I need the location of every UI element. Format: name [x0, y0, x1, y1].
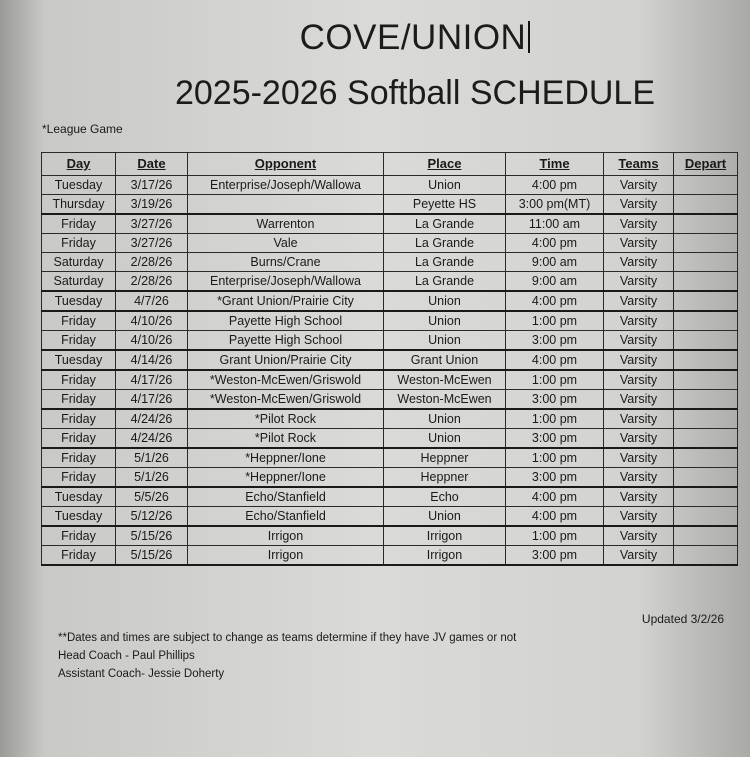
- cell-place: Union: [384, 311, 506, 331]
- cell-opponent: *Weston-McEwen/Griswold: [188, 390, 384, 410]
- cell-place: Union: [384, 429, 506, 449]
- cell-place: Heppner: [384, 448, 506, 468]
- cell-teams: Varsity: [604, 468, 674, 488]
- cell-date: 5/15/26: [116, 546, 188, 566]
- cell-depart: [674, 195, 738, 215]
- cell-teams: Varsity: [604, 291, 674, 311]
- cell-opponent: *Grant Union/Prairie City: [188, 291, 384, 311]
- cell-time: 4:00 pm: [506, 291, 604, 311]
- cell-opponent: *Weston-McEwen/Griswold: [188, 370, 384, 390]
- cell-date: 4/14/26: [116, 350, 188, 370]
- cell-day: Tuesday: [42, 291, 116, 311]
- footnote-disclaimer: **Dates and times are subject to change as teams determine if they have JV games or not: [58, 632, 517, 644]
- cell-teams: Varsity: [604, 331, 674, 351]
- cell-date: 4/17/26: [116, 370, 188, 390]
- table-row: [42, 176, 738, 195]
- cell-time: 4:00 pm: [506, 487, 604, 507]
- table-row: [42, 311, 738, 331]
- cell-place: La Grande: [384, 214, 506, 234]
- cell-date: 5/12/26: [116, 507, 188, 527]
- cell-day: Friday: [42, 448, 116, 468]
- cell-day: Friday: [42, 526, 116, 546]
- cell-day: Tuesday: [42, 350, 116, 370]
- cell-place: Union: [384, 507, 506, 527]
- cell-teams: Varsity: [604, 507, 674, 527]
- cell-time: 3:00 pm: [506, 468, 604, 488]
- cell-date: 3/19/26: [116, 195, 188, 215]
- schedule-body: [42, 176, 738, 566]
- cell-opponent: *Heppner/Ione: [188, 448, 384, 468]
- table-row: [42, 291, 738, 311]
- cell-date: 5/1/26: [116, 468, 188, 488]
- cell-opponent: Enterprise/Joseph/Wallowa: [188, 272, 384, 292]
- table-row: [42, 214, 738, 234]
- cell-place: La Grande: [384, 234, 506, 253]
- cell-opponent: *Heppner/Ione: [188, 468, 384, 488]
- cell-time: 9:00 am: [506, 272, 604, 292]
- table-row: [42, 429, 738, 449]
- cell-teams: Varsity: [604, 390, 674, 410]
- table-row: [42, 195, 738, 215]
- cell-day: Tuesday: [42, 487, 116, 507]
- cell-teams: Varsity: [604, 176, 674, 195]
- table-header-row: [42, 153, 738, 176]
- cell-teams: Varsity: [604, 370, 674, 390]
- cell-opponent: Burns/Crane: [188, 253, 384, 272]
- footnote-head-coach: Head Coach - Paul Phillips: [58, 650, 195, 662]
- cell-day: Friday: [42, 331, 116, 351]
- cell-time: 1:00 pm: [506, 448, 604, 468]
- cell-day: Friday: [42, 409, 116, 429]
- footnote-assistant-coach: Assistant Coach- Jessie Doherty: [58, 668, 225, 680]
- cell-opponent: Payette High School: [188, 331, 384, 351]
- cell-depart: [674, 468, 738, 488]
- cell-teams: Varsity: [604, 234, 674, 253]
- cell-place: Union: [384, 409, 506, 429]
- updated-date: Updated 3/2/26: [641, 612, 724, 626]
- table-row: [42, 331, 738, 351]
- cell-depart: [674, 234, 738, 253]
- table-row: [42, 370, 738, 390]
- cell-time: 3:00 pm: [506, 331, 604, 351]
- cell-depart: [674, 311, 738, 331]
- header-time: Time: [506, 153, 604, 176]
- cell-place: La Grande: [384, 272, 506, 292]
- cell-depart: [674, 507, 738, 527]
- cell-opponent: *Pilot Rock: [188, 409, 384, 429]
- cell-time: 3:00 pm(MT): [506, 195, 604, 215]
- cell-depart: [674, 370, 738, 390]
- schedule-table: [41, 152, 738, 566]
- cell-place: Grant Union: [384, 350, 506, 370]
- cell-time: 4:00 pm: [506, 176, 604, 195]
- cell-depart: [674, 272, 738, 292]
- table-row: [42, 390, 738, 410]
- cell-depart: [674, 409, 738, 429]
- table-row: [42, 507, 738, 527]
- cell-date: 5/5/26: [116, 487, 188, 507]
- cell-depart: [674, 214, 738, 234]
- cell-depart: [674, 429, 738, 449]
- cell-depart: [674, 390, 738, 410]
- table-row: [42, 272, 738, 292]
- cell-depart: [674, 448, 738, 468]
- cell-date: 4/24/26: [116, 409, 188, 429]
- cell-teams: Varsity: [604, 214, 674, 234]
- cell-day: Friday: [42, 429, 116, 449]
- cell-depart: [674, 176, 738, 195]
- table-row: [42, 487, 738, 507]
- table-row: [42, 468, 738, 488]
- cell-depart: [674, 546, 738, 566]
- cell-depart: [674, 291, 738, 311]
- cell-teams: Varsity: [604, 429, 674, 449]
- cell-place: Echo: [384, 487, 506, 507]
- cell-depart: [674, 350, 738, 370]
- table-row: [42, 546, 738, 566]
- cell-day: Friday: [42, 390, 116, 410]
- cell-time: 3:00 pm: [506, 390, 604, 410]
- cell-time: 4:00 pm: [506, 507, 604, 527]
- table-row: [42, 409, 738, 429]
- cell-time: 4:00 pm: [506, 350, 604, 370]
- cell-opponent: Vale: [188, 234, 384, 253]
- cell-teams: Varsity: [604, 546, 674, 566]
- cell-date: 3/17/26: [116, 176, 188, 195]
- table-row: [42, 526, 738, 546]
- cell-time: 9:00 am: [506, 253, 604, 272]
- cell-depart: [674, 487, 738, 507]
- cell-opponent: Echo/Stanfield: [188, 487, 384, 507]
- cell-time: 1:00 pm: [506, 311, 604, 331]
- cell-date: 4/17/26: [116, 390, 188, 410]
- cell-day: Tuesday: [42, 176, 116, 195]
- cell-time: 1:00 pm: [506, 409, 604, 429]
- text-cursor: [528, 21, 530, 53]
- header-date: Date: [116, 153, 188, 176]
- cell-day: Friday: [42, 234, 116, 253]
- cell-day: Saturday: [42, 253, 116, 272]
- cell-place: Weston-McEwen: [384, 370, 506, 390]
- cell-date: 5/1/26: [116, 448, 188, 468]
- cell-place: Union: [384, 331, 506, 351]
- cell-opponent: Irrigon: [188, 546, 384, 566]
- table-row: [42, 253, 738, 272]
- document-subtitle: 2025-2026 Softball SCHEDULE: [174, 74, 656, 112]
- league-note: *League Game: [42, 122, 123, 136]
- cell-teams: Varsity: [604, 487, 674, 507]
- cell-day: Friday: [42, 370, 116, 390]
- cell-date: 5/15/26: [116, 526, 188, 546]
- cell-place: La Grande: [384, 253, 506, 272]
- cell-teams: Varsity: [604, 526, 674, 546]
- cell-date: 2/28/26: [116, 253, 188, 272]
- cell-opponent: Grant Union/Prairie City: [188, 350, 384, 370]
- cell-date: 3/27/26: [116, 234, 188, 253]
- cell-opponent: Payette High School: [188, 311, 384, 331]
- cell-place: Irrigon: [384, 526, 506, 546]
- header-opponent: Opponent: [188, 153, 384, 176]
- cell-time: 11:00 am: [506, 214, 604, 234]
- document-title: [0, 18, 750, 58]
- cell-opponent: Echo/Stanfield: [188, 507, 384, 527]
- table-row: [42, 234, 738, 253]
- title-text: COVE/UNION: [299, 18, 527, 57]
- cell-date: 4/24/26: [116, 429, 188, 449]
- cell-depart: [674, 253, 738, 272]
- cell-day: Saturday: [42, 272, 116, 292]
- cell-place: Heppner: [384, 468, 506, 488]
- cell-opponent: Irrigon: [188, 526, 384, 546]
- cell-date: 2/28/26: [116, 272, 188, 292]
- cell-depart: [674, 526, 738, 546]
- header-depart: Depart: [674, 153, 738, 176]
- header-day: Day: [42, 153, 116, 176]
- cell-teams: Varsity: [604, 350, 674, 370]
- cell-place: Union: [384, 176, 506, 195]
- cell-place: Irrigon: [384, 546, 506, 566]
- cell-teams: Varsity: [604, 272, 674, 292]
- cell-place: Weston-McEwen: [384, 390, 506, 410]
- cell-day: Friday: [42, 546, 116, 566]
- cell-date: 4/10/26: [116, 331, 188, 351]
- table-row: [42, 350, 738, 370]
- cell-time: 3:00 pm: [506, 546, 604, 566]
- header-teams: Teams: [604, 153, 674, 176]
- cell-day: Thursday: [42, 195, 116, 215]
- cell-teams: Varsity: [604, 195, 674, 215]
- cell-teams: Varsity: [604, 253, 674, 272]
- cell-date: 4/7/26: [116, 291, 188, 311]
- cell-day: Tuesday: [42, 507, 116, 527]
- cell-opponent: Warrenton: [188, 214, 384, 234]
- cell-time: 3:00 pm: [506, 429, 604, 449]
- cell-day: Friday: [42, 214, 116, 234]
- cell-date: 4/10/26: [116, 311, 188, 331]
- cell-time: 1:00 pm: [506, 526, 604, 546]
- cell-day: Friday: [42, 468, 116, 488]
- cell-teams: Varsity: [604, 448, 674, 468]
- cell-date: 3/27/26: [116, 214, 188, 234]
- cell-teams: Varsity: [604, 409, 674, 429]
- cell-time: 1:00 pm: [506, 370, 604, 390]
- cell-day: Friday: [42, 311, 116, 331]
- cell-place: Union: [384, 291, 506, 311]
- cell-opponent: [188, 195, 384, 215]
- cell-depart: [674, 331, 738, 351]
- cell-place: Peyette HS: [384, 195, 506, 215]
- cell-opponent: Enterprise/Joseph/Wallowa: [188, 176, 384, 195]
- header-place: Place: [384, 153, 506, 176]
- table-row: [42, 448, 738, 468]
- cell-opponent: *Pilot Rock: [188, 429, 384, 449]
- cell-teams: Varsity: [604, 311, 674, 331]
- cell-time: 4:00 pm: [506, 234, 604, 253]
